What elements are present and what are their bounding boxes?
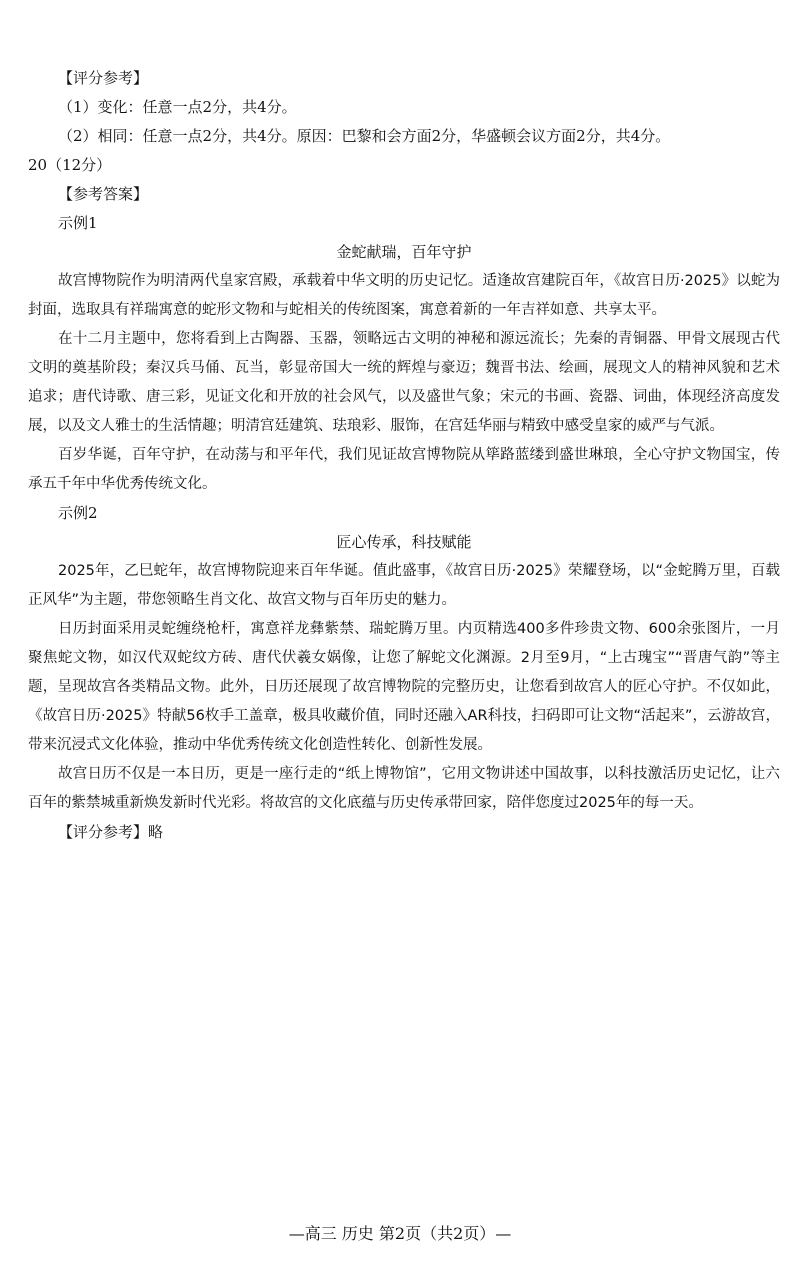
example-1-essay (28, 267, 780, 499)
q19-item-2: （2）相同：任意一点2分，共4分。原因：巴黎和会方面2分，华盛顿会议方面2分，共4分。 (58, 127, 671, 145)
q20-header: 20（12分） (28, 156, 112, 174)
example-2-label: 示例2 (58, 504, 98, 522)
q19-item-1: （1）变化：任意一点2分，共4分。 (58, 98, 297, 116)
answer-content (28, 64, 780, 847)
example-1-paragraph: 百岁华诞，百年守护，在动荡与和平年代，我们见证故宫博物院从筚路蓝缕到盛世琳琅，全心守护文物国宝，传承五千年中华优秀传统文化。 (28, 447, 780, 492)
example-1-title: 金蛇献瑞，百年守护 (336, 243, 472, 261)
example-2-title: 匠心传承，科技赋能 (336, 533, 472, 551)
q20-answer-label: 【参考答案】 (58, 185, 149, 203)
page-footer: —高三 历史 第2页（共2页）— (288, 1224, 512, 1243)
example-2-essay (28, 557, 780, 818)
example-2-paragraph: 故宫日历不仅是一本日历，更是一座行走的“纸上博物馆”，它用文物讲述中国故事，以科技激活历史记忆，让六百年的紫禁城重新焕发新时代光彩。将故宫的文化底蕴与历史传承带回家，陪伴您度过2025年的每一天。 (28, 766, 780, 811)
q19-scoring-label: 【评分参考】 (58, 69, 149, 87)
example-1-paragraph: 故宫博物院作为明清两代皇家宫殿，承载着中华文明的历史记忆。适逢故宫建院百年，《故宫日历·2025》以蛇为封面，选取具有祥瑞寓意的蛇形文物和与蛇相关的传统图案，寓意着新的一年吉祥如意、共享太平。 (28, 273, 780, 318)
example-2-paragraph: 日历封面采用灵蛇缠绕枪杆，寓意祥龙彝紫禁、瑞蛇腾万里。内页精选400多件珍贵文物、600余张图片，一月聚焦蛇文物，如汉代双蛇纹方砖、唐代伏羲女娲像，让您了解蛇文化渊源。2月至9月，“上古瑰宝”“晋唐气韵”等主题，呈现故宫各类精品文物。此外，日历还展现了故宫博物院的完整历史，让您看到故宫人的匠心守护。不仅如此，《故宫日历·2025》特献56枚手工盖章，极具收藏价值，同时还融入AR科技，扫码即可让文物“活起来”，云游故宫，带来沉浸式文化体验，推动中华优秀传统文化创造性转化、创新性发展。 (28, 621, 780, 753)
example-1-label: 示例1 (58, 214, 98, 232)
q20-scoring-reference: 【评分参考】略 (58, 823, 164, 841)
example-2-paragraph: 2025年，乙巳蛇年，故宫博物院迎来百年华诞。值此盛事，《故宫日历·2025》荣耀登场，以“金蛇腾万里，百载正风华”为主题，带您领略生肖文化、故宫文物与百年历史的魅力。 (28, 563, 780, 608)
example-1-paragraph: 在十二月主题中，您将看到上古陶器、玉器，领略远古文明的神秘和源远流长；先秦的青铜器、甲骨文展现古代文明的奠基阶段；秦汉兵马俑、瓦当，彰显帝国大一统的辉煌与豪迈；魏晋书法、绘画，展现文人的精神风貌和艺术追求；唐代诗歌、唐三彩，见证文化和开放的社会风气，以及盛世气象；宋元的书画、瓷器、词曲，体现经济高度发展，以及文人雅士的生活情趣；明清宫廷建筑、珐琅彩、服饰，在宫廷华丽与精致中感受皇家的威严与气派。 (28, 331, 780, 434)
